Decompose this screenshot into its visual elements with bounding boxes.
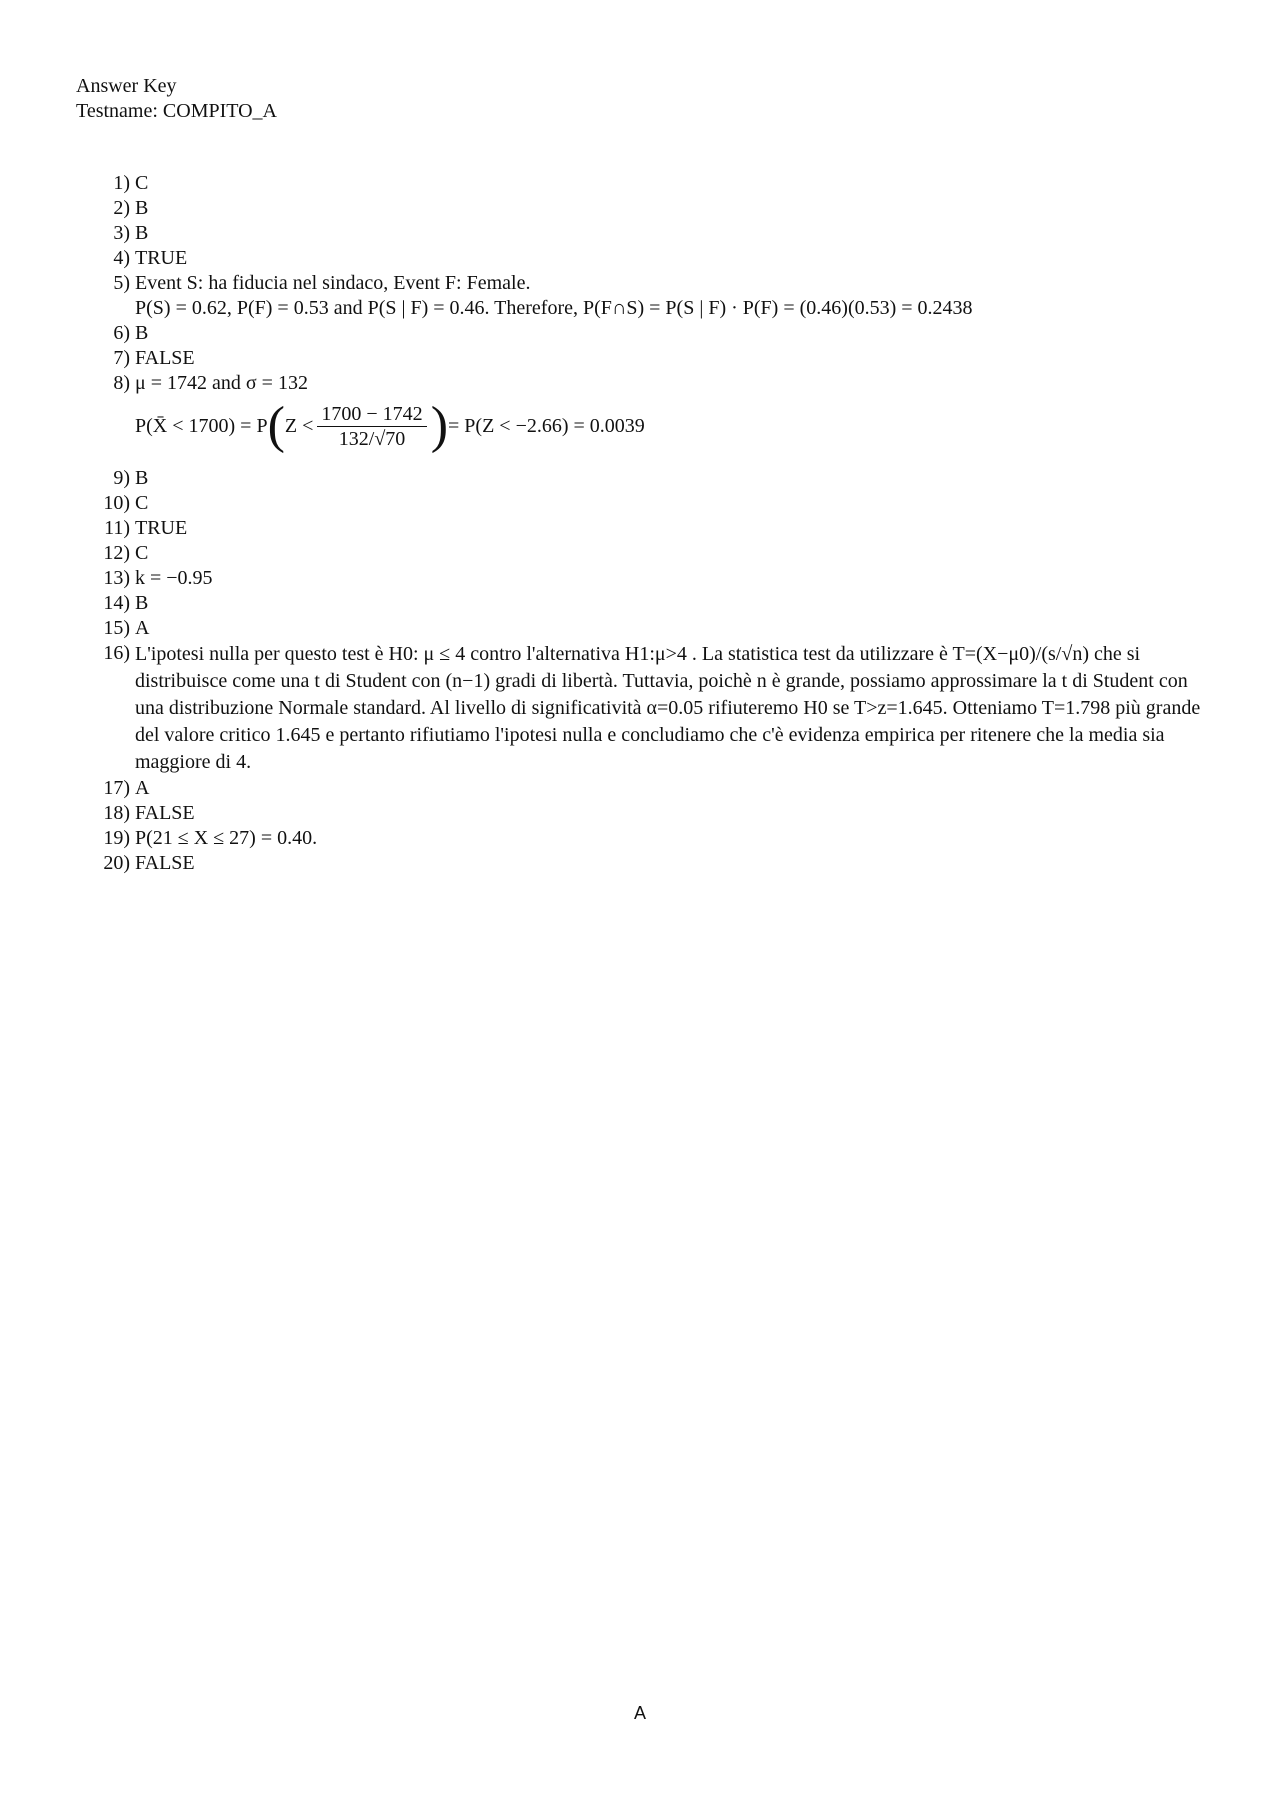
fraction-numerator: 1700 − 1742 — [317, 402, 426, 427]
answer-number: 20) — [103, 852, 130, 874]
answer-number: 19) — [103, 827, 130, 849]
answer-number: 3) — [113, 222, 130, 244]
answer-item — [80, 616, 1210, 641]
answer-number: 16) — [103, 642, 130, 664]
answer-number: 9) — [113, 467, 130, 489]
answer-item — [80, 516, 1210, 541]
answer-item — [80, 491, 1210, 516]
answer-text: C — [135, 542, 149, 564]
answer-text: TRUE — [135, 517, 188, 539]
formula-block — [80, 396, 1210, 466]
answer-item — [80, 246, 1210, 271]
answer-number: 8) — [113, 372, 130, 394]
answer-item — [80, 641, 1210, 776]
answer-text: FALSE — [135, 852, 195, 874]
answer-text: k = −0.95 — [135, 567, 213, 589]
answer-text: FALSE — [135, 347, 195, 369]
answer-item — [80, 826, 1210, 851]
fraction-denominator: 132/√70 — [338, 427, 406, 450]
answer-text: FALSE — [135, 802, 195, 824]
answer-text: A — [135, 617, 150, 639]
answer-item — [80, 776, 1210, 801]
answer-number: 10) — [103, 492, 130, 514]
answer-item — [80, 196, 1210, 221]
answer-item — [80, 566, 1210, 591]
answer-item — [80, 466, 1210, 491]
answer-text: C — [135, 492, 149, 514]
answer-item — [80, 851, 1210, 876]
testname: Testname: COMPITO_A — [76, 100, 277, 122]
answer-number: 14) — [103, 592, 130, 614]
answer-number: 6) — [113, 322, 130, 344]
answer-number: 12) — [103, 542, 130, 564]
fraction — [317, 402, 426, 451]
answer-subtext: P(S) = 0.62, P(F) = 0.53 and P(S | F) = 0.46. Therefore, P(F∩S) = P(S | F) · P(F) = (0.46)(0.53) = 0.2438 — [135, 297, 973, 319]
answer-number: 5) — [113, 272, 130, 294]
answer-text: P(21 ≤ X ≤ 27) = 0.40. — [135, 827, 318, 849]
answer-number: 15) — [103, 617, 130, 639]
answer-text: TRUE — [135, 247, 188, 269]
answer-number: 13) — [103, 567, 130, 589]
answer-key-header — [76, 74, 277, 124]
formula-z: Z < — [284, 414, 314, 437]
answer-item — [80, 271, 1210, 321]
page-footer-label: A — [633, 1703, 646, 1723]
answer-item — [80, 346, 1210, 371]
answer-text: L'ipotesi nulla per questo test è H0: μ ≤ 4 contro l'alternativa H1:μ>4 . La statistica test da utilizzare è T=(X−μ0)/(s/√n) che si distribuisce come una t di Student con (n−1) gradi di libertà. Tuttavia, poichè n è grande, possiamo approssimare la t di Student con una distribuzione Normale standard. Al livello di significatività α=0.05 rifiuteremo H0 se T>z=1.645. Otteniamo T=1.798 più grande del valore critico 1.645 e pertanto rifiutiamo l'ipotesi nulla e concludiamo che c'è evidenza empirica per ritenere che la media sia maggiore di 4. — [135, 643, 1201, 773]
probability-formula — [135, 397, 645, 454]
left-paren: ( — [267, 397, 285, 454]
answer-number: 11) — [104, 517, 130, 539]
answer-text: B — [135, 222, 149, 244]
answer-item — [80, 171, 1210, 196]
answer-key-title: Answer Key — [76, 75, 177, 97]
answer-text: μ = 1742 and σ = 132 — [135, 372, 308, 394]
answer-text: B — [135, 592, 149, 614]
answer-item — [80, 591, 1210, 616]
answer-list — [80, 171, 1210, 876]
formula-right: = P(Z < −2.66) = 0.0039 — [448, 414, 645, 437]
answer-text: B — [135, 467, 149, 489]
answer-number: 7) — [113, 347, 130, 369]
answer-text: A — [135, 777, 150, 799]
answer-number: 18) — [103, 802, 130, 824]
answer-number: 17) — [103, 777, 130, 799]
answer-text: Event S: ha fiducia nel sindaco, Event F: Female. — [135, 272, 531, 294]
answer-item — [80, 801, 1210, 826]
answer-number: 4) — [113, 247, 130, 269]
answer-item — [80, 541, 1210, 566]
right-paren: ) — [430, 397, 449, 454]
answer-text: C — [135, 172, 149, 194]
answer-number: 2) — [113, 197, 130, 219]
answer-number: 1) — [113, 172, 130, 194]
answer-item — [80, 321, 1210, 346]
formula-left: P(X̄ < 1700) = P — [135, 414, 268, 437]
answer-text: B — [135, 197, 149, 219]
answer-text: B — [135, 322, 149, 344]
answer-item — [80, 371, 1210, 396]
answer-item — [80, 221, 1210, 246]
